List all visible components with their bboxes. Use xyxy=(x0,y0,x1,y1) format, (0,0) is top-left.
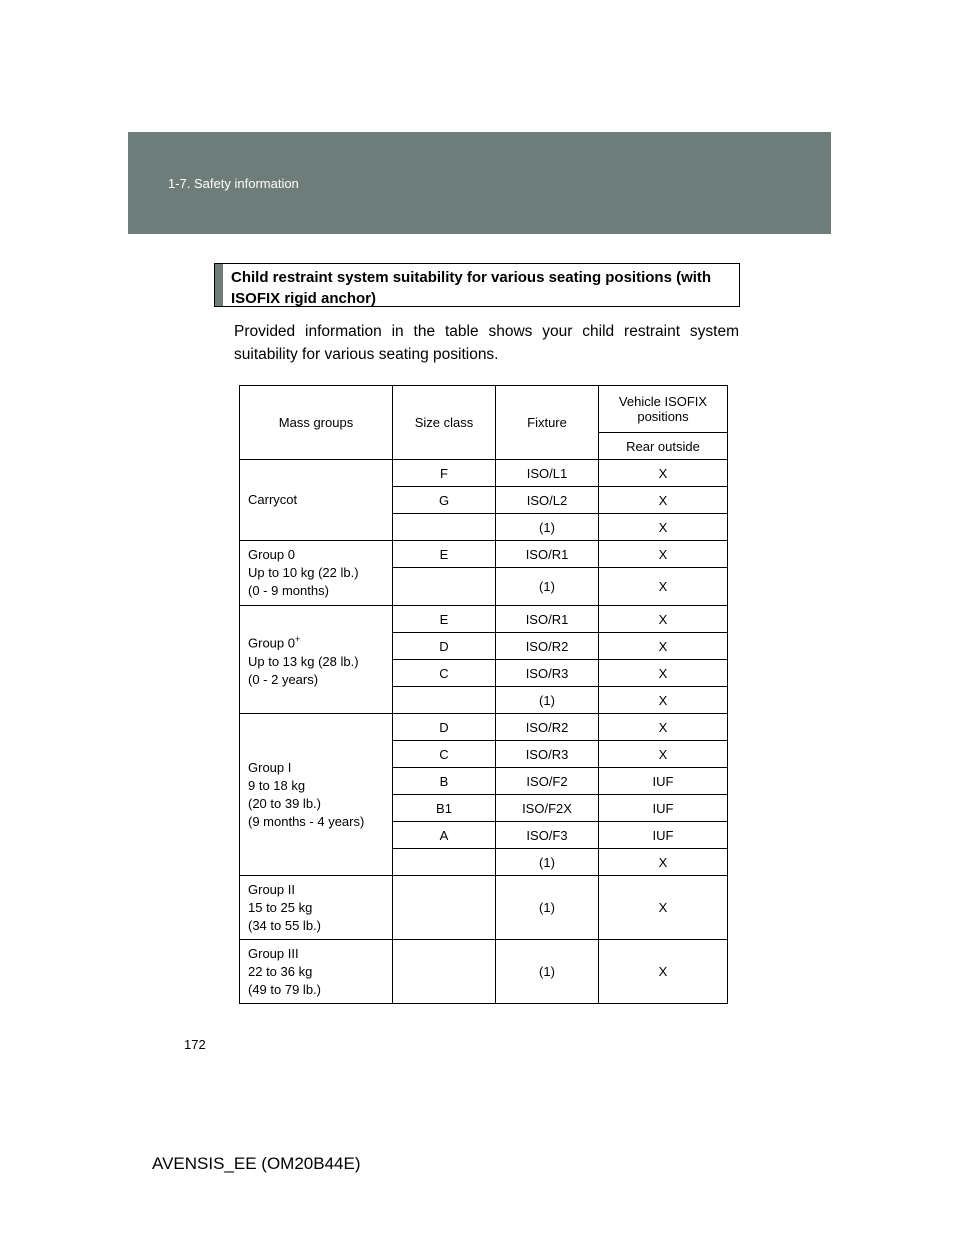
table-row xyxy=(240,876,728,940)
size-class-cell xyxy=(393,687,496,714)
rear-outside-cell: X xyxy=(599,460,728,487)
mass-group-line: 9 to 18 kg xyxy=(248,777,306,793)
fixture-cell: (1) xyxy=(496,876,599,940)
table-row xyxy=(240,460,728,487)
section-heading-box xyxy=(214,263,740,307)
size-class-cell: G xyxy=(393,487,496,514)
rear-outside-cell: IUF xyxy=(599,768,728,795)
fixture-cell: ISO/R2 xyxy=(496,714,599,741)
mass-group-line: Group 0 xyxy=(248,547,295,562)
fixture-cell: (1) xyxy=(496,687,599,714)
fixture-cell: ISO/R3 xyxy=(496,660,599,687)
mass-group-cell xyxy=(240,606,393,714)
size-class-cell xyxy=(393,514,496,541)
fixture-cell: ISO/R3 xyxy=(496,741,599,768)
section-breadcrumb: 1-7. Safety information xyxy=(168,176,299,191)
mass-group-line: (20 to 39 lb.) xyxy=(248,795,321,811)
size-class-cell: B1 xyxy=(393,795,496,822)
mass-group-cell xyxy=(240,460,393,541)
section-heading-accent xyxy=(215,264,223,306)
rear-outside-cell: X xyxy=(599,741,728,768)
table-row xyxy=(240,606,728,633)
rear-outside-cell: X xyxy=(599,606,728,633)
mass-group-line: (0 - 2 years) xyxy=(248,671,319,687)
fixture-cell: ISO/R2 xyxy=(496,633,599,660)
rear-outside-cell: X xyxy=(599,633,728,660)
size-class-cell: F xyxy=(393,460,496,487)
header-vehicle-isofix: Vehicle ISOFIX positions xyxy=(599,386,728,433)
header-mass-groups: Mass groups xyxy=(240,386,393,460)
size-class-cell: C xyxy=(393,660,496,687)
fixture-cell: ISO/F3 xyxy=(496,822,599,849)
header-band xyxy=(128,132,831,234)
fixture-cell: (1) xyxy=(496,568,599,606)
fixture-cell: ISO/R1 xyxy=(496,541,599,568)
rear-outside-cell: IUF xyxy=(599,795,728,822)
mass-group-cell xyxy=(240,541,393,606)
mass-group-cell xyxy=(240,940,393,1004)
fixture-cell: ISO/F2 xyxy=(496,768,599,795)
rear-outside-cell: X xyxy=(599,568,728,606)
size-class-cell xyxy=(393,568,496,606)
mass-group-cell xyxy=(240,714,393,876)
section-title: Child restraint system suitability for various seating positions (with ISOFIX rigid anchor) xyxy=(231,269,712,307)
size-class-cell: B xyxy=(393,768,496,795)
mass-group-line: (49 to 79 lb.) xyxy=(248,981,321,997)
header-fixture: Fixture xyxy=(496,386,599,460)
page-number: 172 xyxy=(184,1037,206,1052)
intro-paragraph: Provided information in the table shows your child restraint system suitability for various seating positions. xyxy=(234,323,739,363)
size-class-cell: C xyxy=(393,741,496,768)
fixture-cell: ISO/L1 xyxy=(496,460,599,487)
fixture-cell: (1) xyxy=(496,514,599,541)
suitability-table xyxy=(239,385,728,1004)
fixture-cell: (1) xyxy=(496,849,599,876)
size-class-cell: A xyxy=(393,822,496,849)
footer-model-code: AVENSIS_EE (OM20B44E) xyxy=(152,1154,361,1173)
mass-group-line: Up to 10 kg (22 lb.) xyxy=(248,565,359,580)
fixture-cell: ISO/F2X xyxy=(496,795,599,822)
rear-outside-cell: X xyxy=(599,541,728,568)
rear-outside-cell: X xyxy=(599,849,728,876)
mass-group-line: Up to 13 kg (28 lb.) xyxy=(248,653,359,669)
fixture-cell: (1) xyxy=(496,940,599,1004)
mass-group-superscript: + xyxy=(294,634,301,645)
fixture-cell: ISO/L2 xyxy=(496,487,599,514)
rear-outside-cell: X xyxy=(599,876,728,940)
rear-outside-cell: X xyxy=(599,514,728,541)
size-class-cell xyxy=(393,940,496,1004)
size-class-cell: E xyxy=(393,606,496,633)
mass-group-line: (0 - 9 months) xyxy=(248,583,329,598)
rear-outside-cell: X xyxy=(599,687,728,714)
size-class-cell: D xyxy=(393,633,496,660)
mass-group-cell xyxy=(240,876,393,940)
mass-group-line: Group III xyxy=(248,945,299,961)
rear-outside-cell: X xyxy=(599,714,728,741)
rear-outside-cell: X xyxy=(599,660,728,687)
size-class-cell: D xyxy=(393,714,496,741)
rear-outside-cell: IUF xyxy=(599,822,728,849)
header-size-class: Size class xyxy=(393,386,496,460)
table-row xyxy=(240,541,728,568)
size-class-cell xyxy=(393,876,496,940)
mass-group-line: Group 0 xyxy=(248,635,295,651)
size-class-cell xyxy=(393,849,496,876)
header-rear-outside: Rear outside xyxy=(599,433,728,460)
mass-group-line: (34 to 55 lb.) xyxy=(248,917,321,933)
rear-outside-cell: X xyxy=(599,487,728,514)
mass-group-line: Carrycot xyxy=(248,492,298,507)
mass-group-line: Group II xyxy=(248,881,295,897)
table-row xyxy=(240,940,728,1004)
fixture-cell: ISO/R1 xyxy=(496,606,599,633)
mass-group-line: 15 to 25 kg xyxy=(248,899,313,915)
rear-outside-cell: X xyxy=(599,940,728,1004)
mass-group-line: Group I xyxy=(248,759,292,775)
mass-group-line: (9 months - 4 years) xyxy=(248,813,365,829)
size-class-cell: E xyxy=(393,541,496,568)
table-row xyxy=(240,714,728,741)
mass-group-line: 22 to 36 kg xyxy=(248,963,313,979)
